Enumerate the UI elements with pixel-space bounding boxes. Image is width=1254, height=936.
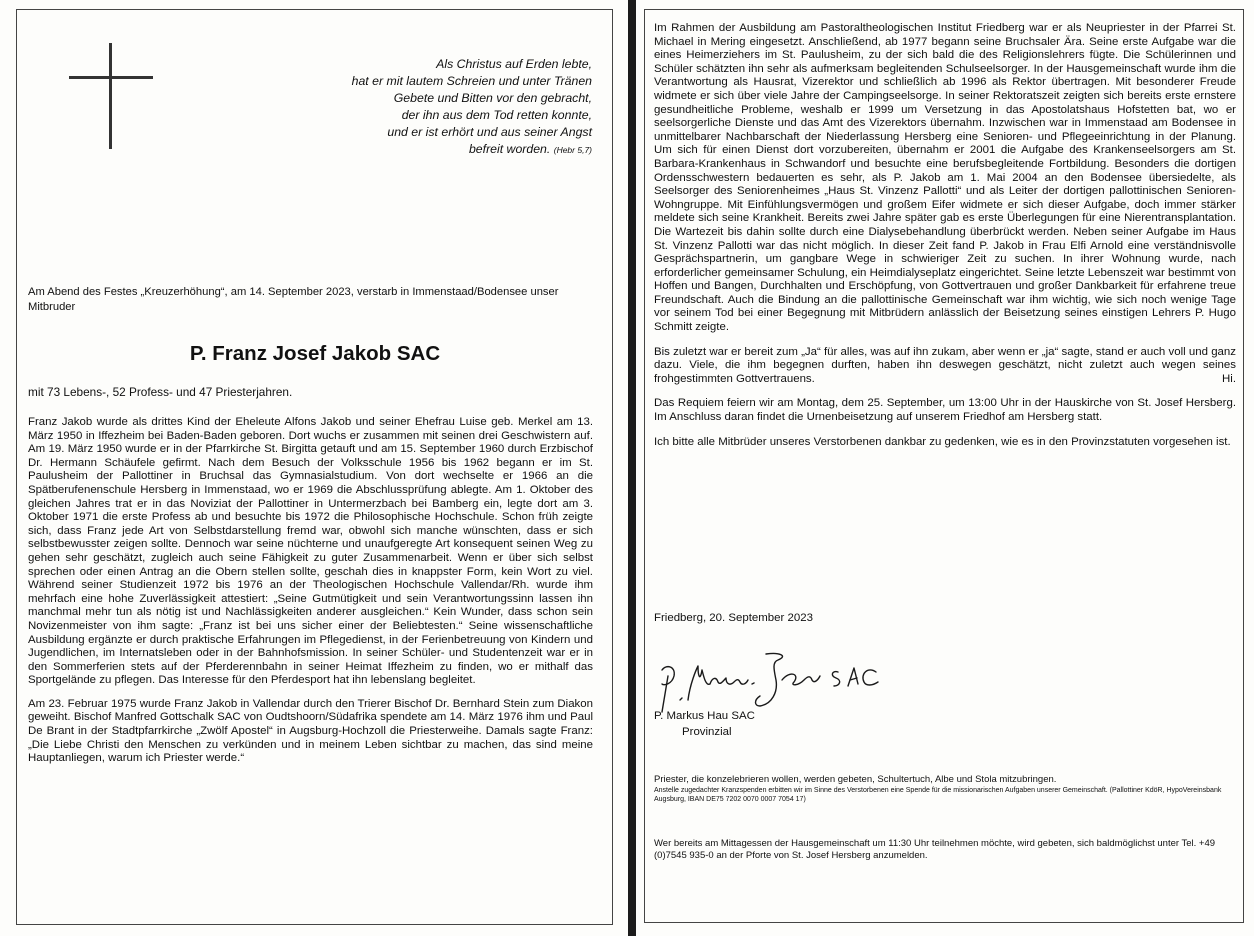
signer-name: P. Markus Hau SAC: [654, 710, 755, 722]
years-line: mit 73 Lebens-, 52 Profess- und 47 Priesterjahren.: [28, 385, 293, 399]
verse-reference: (Hebr 5,7): [553, 145, 592, 155]
donations-note: Anstelle zugedachter Kranzspenden erbitten wir im Sinne des Verstorbenen eine Spende für die missionarischen Aufgaben unserer Gemeinschaft. (Pallottiner KdöR, HypoVereinsbank Augsburg, IBAN DE75 7202 0070 0007 7054 17): [654, 787, 1222, 803]
body-paragraph: Im Rahmen der Ausbildung am Pastoraltheologischen Institut Friedberg war er als Neupriester in der Pfarrei St. Michael in Mering eingesetzt. Anschließend, ab 1977 begann seine Bruchsaler Ära. Seine erste Aufgabe war die eines Heimerziehers im St. Paulusheim, zu der sich bald die des Religionslehrers fügte. Die Schülerinnen und Schüler schätzten ihn sehr als aufmerksam begleitenden Schulseelsorger. In der Hausgemeinschaft wurde ihm die Verantwortung als Hausrat, Vizerektor und schließlich ab 1996 als Rektor übertragen. Mit besonderer Freude widmete er sich über viele Jahre der Campingseelsorge. In seiner Rektoratszeit zeigten sich bereits erste ernstere gesundheitliche Probleme, weshalb er 1999 um Versetzung in das Apostolatshaus Hofstetten bat, wo er seelsorgerliche Dienste und das Amt des Vizerektors übernahm. Inzwischen war in Immenstaad am Bodensee in unmittelbarer Nachbarschaft der Niederlassung Hersberg eine Senioren- und Pflegeeinrichtung in der Planung. Um sich für einen Dienst dort vorzubereiten, übernahm er 2001 die Aufgabe des Krankenseelsorgers am St. Barbara-Krankenhaus in Schwandorf und besuchte eine berufsbegleitende Fortbildung. Besonders die dortigen Ordensschwestern bedauerten es sehr, als P. Jakob am 1. Mai 2004 an den Bodensee übersiedelte, als Seelsorger des Seniorenheimes „Haus St. Vinzenz Pallotti“ und als Leiter der dortigen pallottinischen Senioren-Wohngruppe. Mit Einfühlungsvermögen und großem Eifer widmete er sich dieser Aufgabe, doch immer stärker meldete sich seine Krankheit. Bereits zwei Jahre später gab es erste Überlegungen für eine Nierentransplantation. Die Wartezeit bis dahin sollte durch eine Dialysebehandlung überbrückt werden. Neben seiner Aufgabe im Haus St. Vinzenz Pallotti war das nicht möglich. In dieser Zeit fand P. Jakob in Frau Elfi Arnold eine verständnisvolle Gesprächspartnerin, um gangbare Wege in schwieriger Zeit zu suchen. In ihrer Wohnung wurde, nach erforderlicher gemeinsamer Schulung, ein Heimdialyseplatz eingerichtet. Seine letzte Lebenszeit war bestimmt von Hoffen und Bangen, Durchhalten und Erschöpfung, von Gottvertrauen und großer Dankbarkeit für erfahrene treue Freundschaft. Auch die Bindung an die pallottinische Gemeinschaft war ihm wichtig, wie sich noch wenige Tage vor seinem Tod bei einer Begegnung mit Mitbrüdern anlässlich der Beisetzung seines einstigen Lehrers P. Hugo Schmitt zeigte.: [654, 22, 1236, 334]
verse-line: hat er mit lautem Schreien und unter Tränen: [351, 74, 592, 88]
biography-paragraph: Franz Jakob wurde als drittes Kind der Eheleute Alfons Jakob und seiner Ehefrau Luise geb. Merkel am 13. März 1950 in Iffezheim bei Baden-Baden geboren. Dort wuchs er zusammen mit seinen drei Geschwistern auf. Am 19. März 1950 wurde er in der Pfarrkirche St. Birgitta getauft und am 15. September 1960 durch Erzbischof Dr. Hermann Schäufele gefirmt. Nach dem Besuch der Volksschule 1956 bis 1962 begann er im St. Paulusheim der Pallottiner in Bruchsal das Gymnasialstudium. Von dort wechselte er 1966 an die Spätberufenenschule Hersberg in Immenstaad, wo er 1969 die Abschlussprüfung ablegte. Am 1. Oktober des gleichen Jahres trat er in das Noviziat der Pallottiner in Untermerzbach bei Bamberg ein, legte dort am 3. Oktober 1971 die erste Profess ab und besuchte bis 1972 die Philosophische Hochschule. Schon früh zeigte sich, dass Franz jede Art von Selbstdarstellung fremd war, obwohl sich manche wünschten, dass er sich selbstbewusster zeigen sollte. Dennoch war seine nüchterne und unaufgeregte Art konsequent seinen Weg zu gehen sehr geschätzt, zugleich auch seine Fähigkeit zu guter Zusammenarbeit. Wenn er über sich selbst sprechen oder einen Antrag an die Obern stellen sollte, geschah dies in knappster Form, kein Wort zu viel. Während seiner Studienzeit 1972 bis 1976 an der Theologischen Hochschule Vallendar/Rh. wurde ihm mehrfach eine hohe Zuverlässigkeit attestiert: „Seine Gutmütigkeit und sein Verantwortungssinn lassen ihn manchmal mehr tun als nötig ist und Nachlässigkeiten anderer ausgleichen.“ Kein Wunder, dass schon sein Novizenmeister von ihm sagte: „Franz ist bei uns sicher einer der Beliebtesten.“ Seine wissenschaftliche Ausbildung ergänzte er durch praktische Erfahrungen im Pflegedienst, in der Ferienbetreuung von Kindern und Jugendlichen, im Internatsleben oder in der Bahnhofsmission. In seiner Schüler- und Studentenzeit war er in den Sommerferien stets auf der Pferderennbahn in seiner Heimat Iffezheim zu finden, wo er mithalf das Sportgelände zu pflegen. Das Interesse für den Pferdesport hat ihn lebenslang begleitet.: [28, 416, 593, 687]
obituary-continuation: [654, 22, 1236, 460]
verse-line: der ihn aus dem Tod retten konnte,: [401, 108, 592, 122]
verse-line: und er ist erhört und aus seiner Angst: [387, 125, 592, 139]
biography: [28, 416, 593, 776]
place-date: Friedberg, 20. September 2023: [654, 612, 813, 624]
body-paragraph: Bis zuletzt war er bereit zum „Ja“ für alles, was auf ihn zukam, aber wenn er „ja“ sagte, stand er auch voll und ganz dazu. Viele, die ihm begegnen durften, haben ihn deswegen geschätzt, nicht zuletzt auch wegen seines frohgestimmten Gottvertrauens. Hi.: [654, 345, 1236, 385]
requiem-paragraph: Das Requiem feiern wir am Montag, dem 25. September, um 13:00 Uhr in der Hauskirche von St. Josef Hersberg. Im Anschluss daran findet die Urnenbeisetzung auf unserem Friedhof am Hersberg statt.: [654, 397, 1236, 424]
signer-role: Provinzial: [682, 726, 732, 738]
handwritten-signature: [654, 640, 884, 720]
author-initials: Hi.: [1222, 372, 1236, 385]
remembrance-paragraph: Ich bitte alle Mitbrüder unseres Verstorbenen dankbar zu gedenken, wie es in den Provinzstatuten vorgesehen ist.: [654, 435, 1231, 448]
death-announcement: Am Abend des Festes „Kreuzerhöhung“, am 14. September 2023, verstarb in Immenstaad/Bodensee unser Mitbruder: [28, 286, 559, 313]
notes-block: [654, 774, 1224, 804]
verse-line: Gebete und Bitten vor den gebracht,: [393, 91, 592, 105]
bible-verse: [262, 56, 592, 159]
verse-line: Als Christus auf Erden lebte,: [436, 57, 592, 71]
lunch-note: Wer bereits am Mittagessen der Hausgemeinschaft um 11:30 Uhr teilnehmen möchte, wird gebeten, sich baldmöglichst unter Tel. +49 (0)7545 935-0 an der Pforte von St. Josef Hersberg anzumelden.: [654, 838, 1216, 861]
verse-line-last: befreit worden. (Hebr 5,7): [468, 142, 592, 156]
priests-note: Priester, die konzelebrieren wollen, werden gebeten, Schultertuch, Albe und Stola mitzubringen.: [654, 774, 1057, 785]
right-page: [636, 0, 1254, 936]
biography-paragraph: Am 23. Februar 1975 wurde Franz Jakob in Vallendar durch den Trierer Bischof Dr. Bernhard Stein zum Diakon geweiht. Bischof Manfred Gottschalk SAC von Oudtshoorn/Südafrika spendete am 14. März 1976 ihm und Paul De Brant in der Stadtpfarrkirche „Zwölf Apostel“ in Augsburg-Hochzoll die Priesterweihe. Damals sagte Franz: „Die Liebe Christi den Menschen zu verkünden und in meinem Leben sichtbar zu machen, das sind meine Hauptanliegen, warum ich Priester werde.“: [28, 697, 593, 765]
deceased-name: P. Franz Josef Jakob SAC: [189, 342, 441, 365]
